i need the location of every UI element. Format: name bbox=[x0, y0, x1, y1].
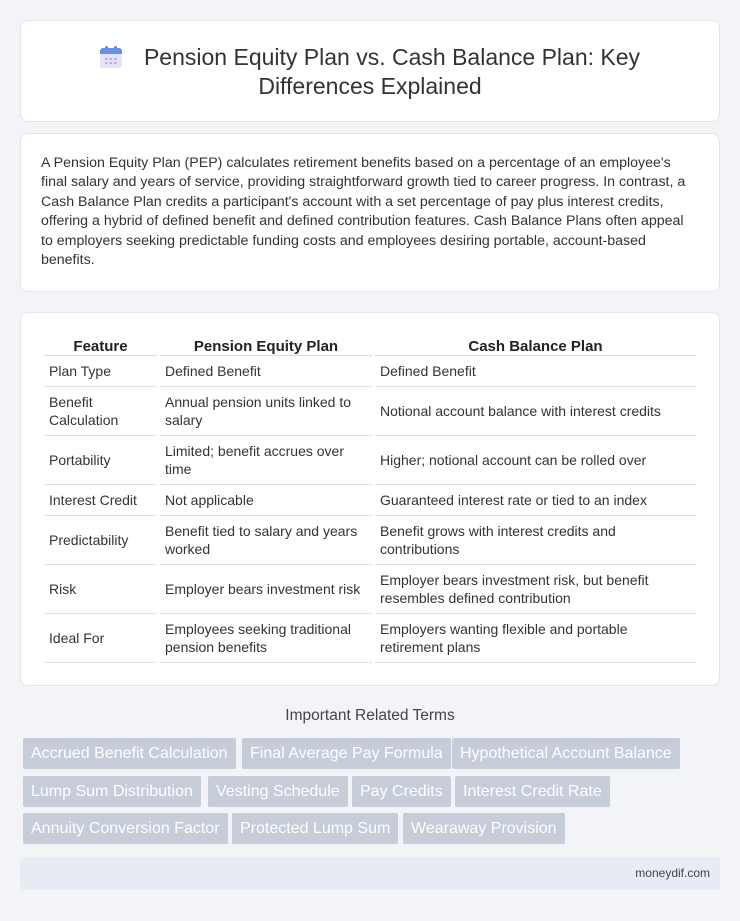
feature-cell: Ideal For bbox=[44, 614, 157, 663]
feature-cell: Predictability bbox=[44, 516, 157, 565]
term-tag[interactable]: Hypothetical Account Balance bbox=[452, 738, 680, 769]
comparison-table bbox=[41, 335, 699, 663]
cbp-cell: Defined Benefit bbox=[375, 356, 696, 387]
cbp-cell: Notional account balance with interest credits bbox=[375, 387, 696, 436]
table-header-row bbox=[44, 335, 696, 356]
term-tag[interactable]: Accrued Benefit Calculation bbox=[23, 738, 236, 769]
term-tag[interactable]: Wearaway Provision bbox=[403, 813, 565, 844]
table-row bbox=[44, 516, 696, 565]
pep-cell: Employer bears investment risk bbox=[160, 565, 372, 614]
pep-cell: Limited; benefit accrues over time bbox=[160, 436, 372, 485]
calendar-icon bbox=[100, 46, 122, 68]
footer-site: moneydif.com bbox=[635, 866, 710, 880]
header-cash-balance-plan: Cash Balance Plan bbox=[375, 335, 696, 356]
table-row bbox=[44, 485, 696, 516]
table-row bbox=[44, 436, 696, 485]
feature-cell: Portability bbox=[44, 436, 157, 485]
term-tag[interactable]: Pay Credits bbox=[352, 776, 451, 807]
term-tag[interactable]: Final Average Pay Formula bbox=[242, 738, 451, 769]
pep-cell: Annual pension units linked to salary bbox=[160, 387, 372, 436]
feature-cell: Interest Credit bbox=[44, 485, 157, 516]
title-card bbox=[20, 20, 720, 122]
cbp-cell: Guaranteed interest rate or tied to an index bbox=[375, 485, 696, 516]
footer bbox=[20, 857, 720, 890]
header-feature: Feature bbox=[44, 335, 157, 356]
page-title-wrap bbox=[21, 43, 719, 101]
term-tag[interactable]: Annuity Conversion Factor bbox=[23, 813, 228, 844]
page-title: Pension Equity Plan vs. Cash Balance Plan: Key Differences Explained bbox=[143, 44, 641, 99]
pep-cell: Employees seeking traditional pension benefits bbox=[160, 614, 372, 663]
comparison-table-card bbox=[20, 312, 720, 686]
cbp-cell: Benefit grows with interest credits and contributions bbox=[375, 516, 696, 565]
pep-cell: Defined Benefit bbox=[160, 356, 372, 387]
intro-card bbox=[20, 133, 720, 292]
cbp-cell: Employer bears investment risk, but benefit resembles defined contribution bbox=[375, 565, 696, 614]
header-pension-equity-plan: Pension Equity Plan bbox=[160, 335, 372, 356]
related-terms-heading: Important Related Terms bbox=[285, 707, 455, 724]
term-tag[interactable]: Protected Lump Sum bbox=[232, 813, 398, 844]
term-tag[interactable]: Vesting Schedule bbox=[208, 776, 348, 807]
table-row bbox=[44, 565, 696, 614]
table-row bbox=[44, 356, 696, 387]
feature-cell: Benefit Calculation bbox=[44, 387, 157, 436]
pep-cell: Not applicable bbox=[160, 485, 372, 516]
feature-cell: Risk bbox=[44, 565, 157, 614]
table-row bbox=[44, 387, 696, 436]
cbp-cell: Higher; notional account can be rolled over bbox=[375, 436, 696, 485]
table-row bbox=[44, 614, 696, 663]
feature-cell: Plan Type bbox=[44, 356, 157, 387]
intro-paragraph: A Pension Equity Plan (PEP) calculates retirement benefits based on a percentage of an employee's final salary and years of service, providing straightforward growth tied to career progress. In contrast, a Cash Balance Plan credits a participant's account with a set percentage of pay plus interest credits, offering a hybrid of defined benefit and defined contribution features. Cash Balance Plans often appeal to employers seeking predictable funding costs and employees desiring portable, account-based benefits. bbox=[41, 155, 686, 269]
term-tag[interactable]: Interest Credit Rate bbox=[455, 776, 610, 807]
cbp-cell: Employers wanting flexible and portable retirement plans bbox=[375, 614, 696, 663]
pep-cell: Benefit tied to salary and years worked bbox=[160, 516, 372, 565]
term-tag[interactable]: Lump Sum Distribution bbox=[23, 776, 201, 807]
